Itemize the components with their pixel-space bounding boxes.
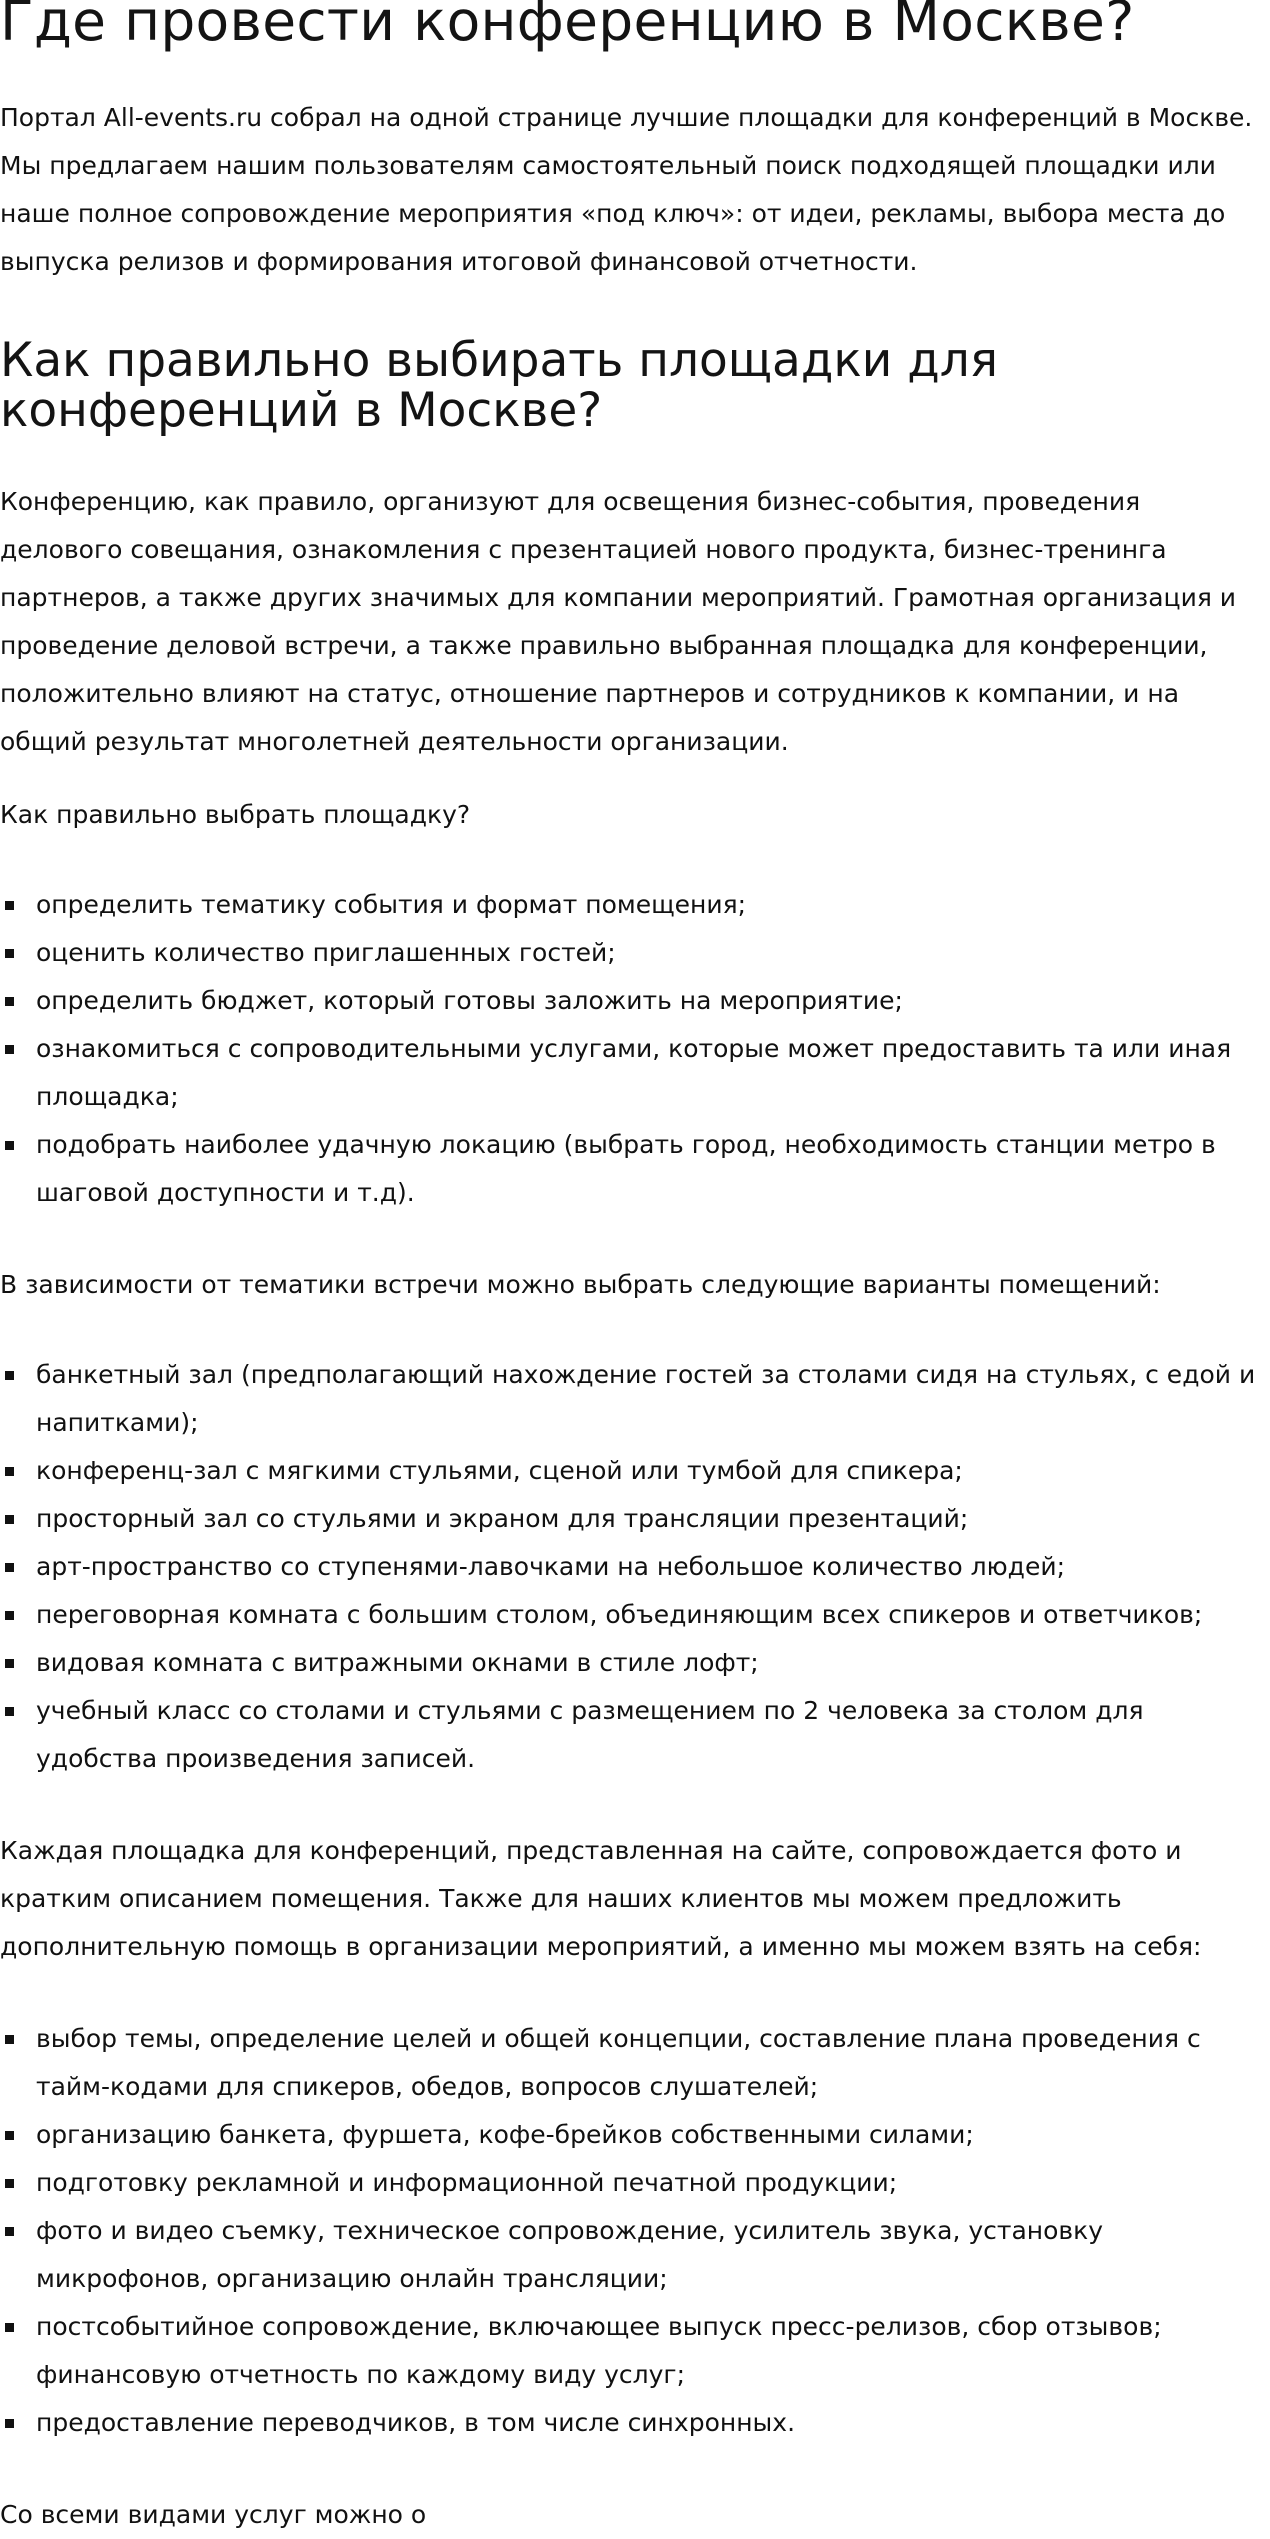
list-item: арт-пространство со ступенями-лавочками на небольшое количество людей; <box>0 1543 1270 1591</box>
list-item: оценить количество приглашенных гостей; <box>0 929 1270 977</box>
list-item: определить бюджет, который готовы заложить на мероприятие; <box>0 977 1270 1025</box>
list-item: подобрать наиболее удачную локацию (выбрать город, необходимость станции метро в шаговой доступности и т.д). <box>0 1121 1270 1217</box>
list-item: просторный зал со стульями и экраном для трансляции презентаций; <box>0 1495 1270 1543</box>
services-intro: Каждая площадка для конференций, представленная на сайте, сопровождается фото и кратким описанием помещения. Также для наших клиентов мы можем предложить дополнительную помощь в организации мероприятий, а именно мы можем взять на себя: <box>0 1836 1202 1961</box>
list-item: организацию банкета, фуршета, кофе-брейков собственными силами; <box>0 2111 1270 2159</box>
how-to-choose-question: Как правильно выбрать площадку? <box>0 800 471 829</box>
intro-paragraph: Портал All-events.ru собрал на одной странице лучшие площадки для конференций в Москве. Мы предлагаем нашим пользователям самостоятельный поиск подходящей площадки или наше полное сопровождение мероприятия «под ключ»: от идеи, рекламы, выбора места до выпуска релизов и формирования итоговой финансовой отчетности. <box>0 103 1253 276</box>
closing-paragraph: Со всеми видами услуг можно о <box>0 2500 427 2529</box>
room-types-intro: В зависимости от тематики встречи можно выбрать следующие варианты помещений: <box>0 1270 1161 1299</box>
list-item: определить тематику события и формат помещения; <box>0 881 1270 929</box>
list-item: банкетный зал (предполагающий нахождение гостей за столами сидя на стульях, с едой и напитками); <box>0 1351 1270 1447</box>
list-item: конференц-зал с мягкими стульями, сценой или тумбой для спикера; <box>0 1447 1270 1495</box>
page-title: Где провести конференцию в Москве? <box>0 0 1135 53</box>
list-item: учебный класс со столами и стульями с размещением по 2 человека за столом для удобства произведения записей. <box>0 1687 1270 1783</box>
room-types-list <box>0 1351 1270 1783</box>
section-title: Как правильно выбирать площадки для конференций в Москве? <box>0 333 999 438</box>
list-item: переговорная комната с большим столом, объединяющим всех спикеров и ответчиков; <box>0 1591 1270 1639</box>
list-item: ознакомиться с сопроводительными услугами, которые может предоставить та или иная площадка; <box>0 1025 1270 1121</box>
list-item: видовая комната с витражными окнами в стиле лофт; <box>0 1639 1270 1687</box>
services-list <box>0 2015 1270 2447</box>
list-item: предоставление переводчиков, в том числе синхронных. <box>0 2399 1270 2447</box>
conference-paragraph: Конференцию, как правило, организуют для освещения бизнес-события, проведения делового совещания, ознакомления с презентацией нового продукта, бизнес-тренинга партнеров, а также других значимых для компании мероприятий. Грамотная организация и проведение деловой встречи, а также правильно выбранная площадка для конференции, положительно влияют на статус, отношение партнеров и сотрудников к компании, и на общий результат многолетней деятельности организации. <box>0 487 1237 756</box>
list-item: выбор темы, определение целей и общей концепции, составление плана проведения с тайм-кодами для спикеров, обедов, вопросов слушателей; <box>0 2015 1270 2111</box>
list-item: постсобытийное сопровождение, включающее выпуск пресс-релизов, сбор отзывов; финансовую отчетность по каждому виду услуг; <box>0 2303 1270 2399</box>
steps-list <box>0 881 1270 1217</box>
list-item: фото и видео съемку, техническое сопровождение, усилитель звука, установку микрофонов, организацию онлайн трансляции; <box>0 2207 1270 2303</box>
list-item: подготовку рекламной и информационной печатной продукции; <box>0 2159 1270 2207</box>
